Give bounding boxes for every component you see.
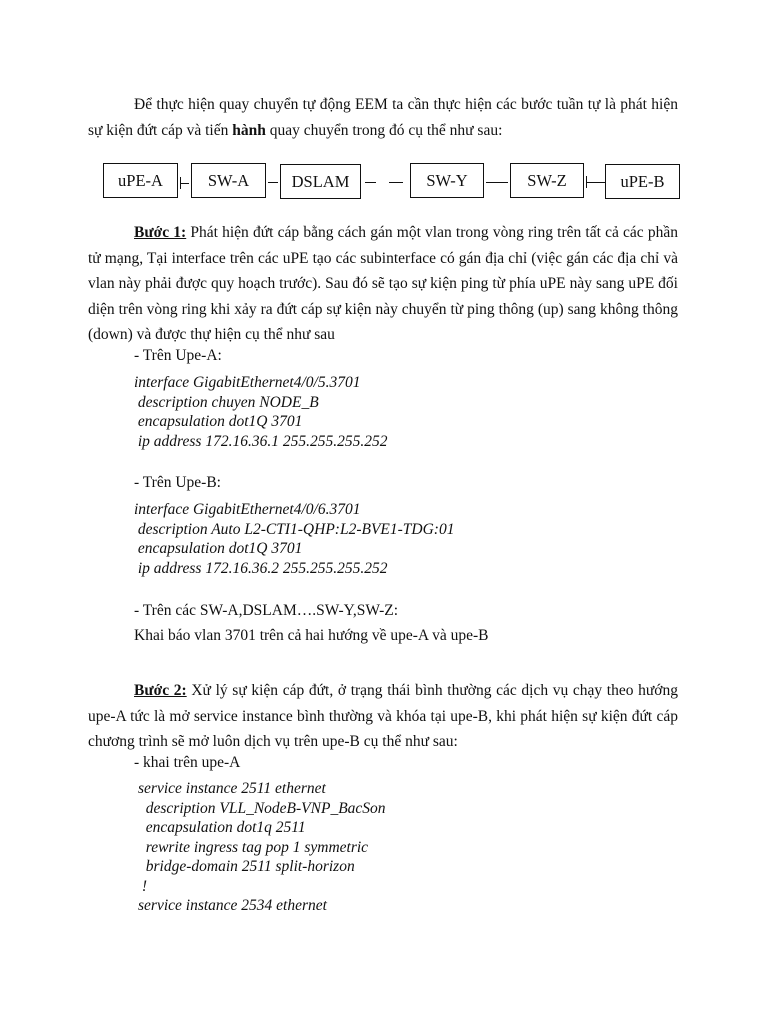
step2-config: [138, 779, 386, 916]
config-line: service instance 2534 ethernet: [138, 897, 327, 914]
step1-text: Phát hiện đứt cáp bằng cách gán một vlan trong vòng ring trên tất cả các phần tử mạng, Tại interface trên các uPE tạo các subinterface có gán địa chỉ (việc gán các địa chỉ và vlan này phải được quy hoạch trước). Sau đó sẽ tạo sự kiện ping từ phía uPE này sang uPE đối diện trên vòng ring khi xảy ra đứt cáp sự kiện này chuyển từ ping thông (up) sang không thông (down) và được thự hiện cụ thể như sau: [88, 224, 678, 343]
config-line: description Auto L2-CTI1-QHP:L2-BVE1-TDG:01: [134, 520, 455, 538]
step2-text: Xử lý sự kiện cáp đứt, ở trạng thái bình thường các dịch vụ chạy theo hướng upe-A tức là mở service instance bình thường và khóa tại upe-B, khi phát hiện sự kiện đứt cáp chương trình sẽ mở luôn dịch vụ trên upe-B cụ thể như sau:: [88, 682, 678, 750]
diagram-node-sw-z: SW-Z: [510, 163, 584, 198]
config-line: !: [138, 877, 148, 895]
intro-paragraph: [88, 92, 678, 143]
config-line: encapsulation dot1q 2511: [138, 819, 306, 836]
diagram-link: [586, 182, 605, 183]
config-line: bridge-domain 2511 split-horizon: [138, 858, 355, 875]
diagram-link: [180, 183, 189, 184]
step1-upe-a-heading: - Trên Upe-A:: [134, 347, 222, 364]
intro-bold-word: hành: [232, 121, 266, 139]
step1-label: Bước 1:: [134, 224, 187, 241]
diagram-tick: [586, 176, 587, 188]
config-line: encapsulation dot1Q 3701: [134, 413, 303, 430]
diagram-link: [389, 182, 403, 183]
diagram-link: [365, 182, 376, 183]
step1-upe-b-config: [134, 500, 454, 578]
step2-paragraph: [88, 678, 678, 755]
config-line: description chuyen NODE_B: [134, 393, 319, 411]
diagram-node-upe-b: uPE-B: [605, 164, 680, 199]
diagram-node-dslam: DSLAM: [280, 164, 361, 199]
config-line: interface GigabitEthernet4/0/6.3701: [134, 501, 361, 518]
diagram-tick: [180, 177, 181, 189]
config-line: description VLL_NodeB-VNP_BacSon: [138, 799, 386, 817]
step1-sw-heading: - Trên các SW-A,DSLAM….SW-Y,SW-Z:: [134, 602, 399, 619]
step1-upe-a-config: [134, 373, 387, 451]
config-line: ip address 172.16.36.1 255.255.255.252: [134, 432, 388, 450]
diagram-node-sw-y: SW-Y: [410, 163, 484, 198]
diagram-node-upe-a: uPE-A: [103, 163, 178, 198]
config-line: rewrite ingress tag pop 1 symmetric: [138, 838, 369, 856]
config-line: interface GigabitEthernet4/0/5.3701: [134, 374, 361, 391]
diagram-node-sw-a: SW-A: [191, 163, 266, 198]
config-line: service instance 2511 ethernet: [138, 780, 326, 797]
diagram-link: [268, 182, 278, 183]
intro-text-end: quay chuyển trong đó cụ thể như sau:: [265, 121, 503, 139]
diagram-link: [486, 182, 508, 183]
step2-label: Bước 2:: [134, 682, 187, 699]
step2-upe-a-heading: - khai trên upe-A: [134, 754, 241, 771]
config-line: ip address 172.16.36.2 255.255.255.252: [134, 559, 388, 577]
intro-text: Để thực hiện quay chuyển tự động EEM ta cần thực hiện các bước tuần tự là phát hiện sự kiện đứt cáp và tiến: [88, 96, 678, 139]
config-line: encapsulation dot1Q 3701: [134, 540, 303, 557]
step1-upe-b-heading: - Trên Upe-B:: [134, 474, 221, 491]
step1-paragraph: [88, 220, 678, 348]
step1-sw-text: Khai báo vlan 3701 trên cả hai hướng về upe-A và upe-B: [134, 627, 489, 644]
